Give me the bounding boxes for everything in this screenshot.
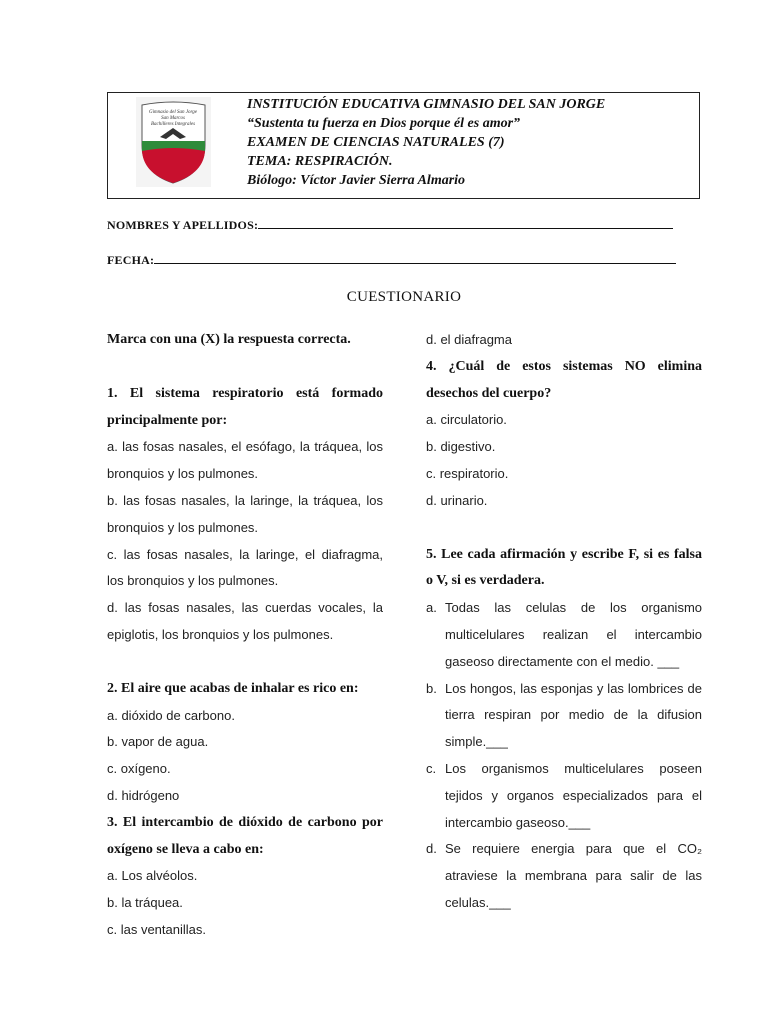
statement-a-text: Todas las celulas de los organismo multicelulares realizan el intercambio gaseoso directamente con el medio. ___ <box>445 600 702 669</box>
school-shield-logo <box>136 97 211 187</box>
logo-line-2: San Marcos <box>161 116 185 121</box>
question-3: 3. El intercambio de dióxido de carbono por oxígeno se lleva a cabo en: <box>107 814 383 857</box>
question-2-option-d[interactable]: d. hidrógeno <box>107 787 180 803</box>
question-3-option-a[interactable]: a. Los alvéolos. <box>107 868 198 884</box>
institution-motto: “Sustenta tu fuerza en Dios porque él es amor” <box>247 116 521 131</box>
question-2-option-c[interactable]: c. oxígeno. <box>107 761 171 777</box>
statement-a-letter: a. <box>426 600 437 616</box>
question-3-option-d[interactable]: d. el diafragma <box>426 332 512 347</box>
left-column <box>107 327 383 944</box>
question-3-option-c[interactable]: c. las ventanillas. <box>107 921 206 937</box>
date-field-label: FECHA: <box>107 253 155 267</box>
question-4: 4. ¿Cuál de estos sistemas NO elimina desechos del cuerpo? <box>426 358 702 401</box>
question-4-option-a[interactable]: a. circulatorio. <box>426 412 507 428</box>
question-4-option-b[interactable]: b. digestivo. <box>426 439 496 455</box>
statement-d-text: Se requiere energia para que el CO₂ atraviese la membrana para salir de las celulas.___ <box>445 841 702 910</box>
date-field-line[interactable] <box>154 253 676 264</box>
question-3-option-b[interactable]: b. la tráquea. <box>107 895 183 911</box>
statement-b[interactable] <box>426 676 702 756</box>
header-text <box>247 95 605 190</box>
right-column <box>426 327 702 917</box>
name-field-label: NOMBRES Y APELLIDOS: <box>107 218 259 232</box>
question-1-option-a[interactable]: a. las fosas nasales, el esófago, la tráquea, los bronquios y los pulmones. <box>107 439 383 482</box>
question-2-option-a[interactable]: a. dióxido de carbono. <box>107 707 235 723</box>
page-title: CUESTIONARIO <box>346 289 462 305</box>
instruction: Marca con una (X) la respuesta correcta. <box>107 332 351 347</box>
date-field[interactable] <box>107 253 676 268</box>
question-5: 5. Lee cada afirmación y escribe F, si es falsa o V, si es verdadera. <box>426 546 702 589</box>
question-1-option-c[interactable]: c. las fosas nasales, la laringe, el diafragma, los bronquios y los pulmones. <box>107 546 383 589</box>
question-4-option-d[interactable]: d. urinario. <box>426 492 488 508</box>
question-4-option-c[interactable]: c. respiratorio. <box>426 465 509 481</box>
logo-line-3: Bachilleres Integrales <box>150 122 196 127</box>
exam-title: EXAMEN DE CIENCIAS NATURALES (7) <box>247 135 505 150</box>
statement-c-letter: c. <box>426 760 437 776</box>
statement-a[interactable] <box>426 595 702 675</box>
statement-b-letter: b. <box>426 680 437 696</box>
question-1-option-b[interactable]: b. las fosas nasales, la laringe, la tráquea, los bronquios y los pulmones. <box>107 492 383 535</box>
exam-topic: TEMA: RESPIRACIÓN. <box>247 154 393 169</box>
statement-d-letter: d. <box>426 841 437 857</box>
name-field[interactable] <box>107 218 673 233</box>
institution-name: INSTITUCIÓN EDUCATIVA GIMNASIO DEL SAN JORGE <box>247 97 606 112</box>
statement-d[interactable] <box>426 836 702 916</box>
name-field-line[interactable] <box>258 218 673 229</box>
question-1: 1. El sistema respiratorio está formado principalmente por: <box>107 385 383 428</box>
statement-b-text: Los hongos, las esponjas y las lombrices de tierra respiran por medio de la difusion simple.___ <box>445 680 702 750</box>
question-2: 2. El aire que acabas de inhalar es rico en: <box>107 680 359 696</box>
teacher-name: Biólogo: Víctor Javier Sierra Almario <box>247 173 466 188</box>
logo-line-1: Gimnasio del San Jorge <box>148 110 198 115</box>
question-2-option-b[interactable]: b. vapor de agua. <box>107 734 209 750</box>
statement-c-text: Los organismos multicelulares poseen tejidos y organos especializados para el intercambio gaseoso.___ <box>445 760 702 830</box>
header-box <box>107 92 700 199</box>
question-1-option-d[interactable]: d. las fosas nasales, las cuerdas vocales, la epiglotis, los bronquios y los pulmones. <box>107 600 383 642</box>
statement-c[interactable] <box>426 756 702 836</box>
